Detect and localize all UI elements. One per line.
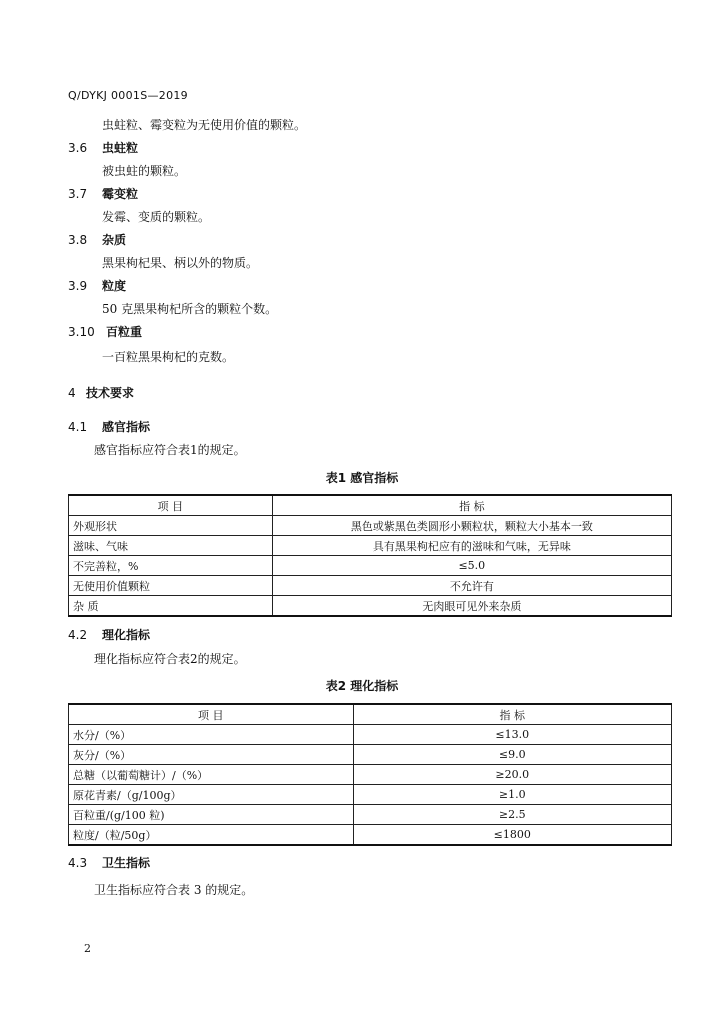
table-cell-item: 水分/（%）	[69, 725, 354, 745]
table-header-cell: 指 标	[353, 704, 671, 725]
section-title: 感官指标	[102, 420, 151, 434]
table-row	[69, 516, 672, 536]
table-2-caption: 表2 理化指标	[325, 679, 399, 693]
section-number: 4.2	[68, 628, 88, 642]
section-title: 卫生指标	[102, 856, 151, 870]
table-cell-value: ≤9.0	[353, 745, 671, 765]
table-cell-item: 百粒重/(g/100 粒)	[69, 805, 354, 825]
section-4-1-heading	[68, 418, 150, 435]
table-cell-value: ≥20.0	[353, 765, 671, 785]
table-cell-value: ≤5.0	[272, 556, 671, 576]
document-header-code: Q/DYKJ 0001S—2019	[68, 89, 188, 102]
section-3-6-body: 被虫蛀的颗粒。	[102, 164, 187, 178]
table-cell-item: 杂 质	[69, 596, 273, 617]
table-cell-value: ≤1800	[353, 825, 671, 846]
section-number: 4	[68, 386, 76, 400]
section-title: 杂质	[102, 233, 127, 247]
table-row	[69, 725, 672, 745]
section-4-2-body: 理化指标应符合表2的规定。	[94, 652, 246, 666]
table-header-cell: 项 目	[69, 704, 354, 725]
section-3-9-heading	[68, 277, 126, 294]
table-cell-value: 不允许有	[272, 576, 671, 596]
section-number: 4.3	[68, 856, 88, 870]
table-cell-item: 外观形状	[69, 516, 273, 536]
table-cell-value: 具有黑果枸杞应有的滋味和气味，无异味	[272, 536, 671, 556]
table-header-cell: 项 目	[69, 495, 273, 516]
section-title: 粒度	[102, 279, 127, 293]
section-3-8-body: 黑果枸杞果、柄以外的物质。	[102, 256, 259, 270]
sensory-indicators-table	[68, 494, 672, 617]
table-cell-item: 原花青素/（g/100g）	[69, 785, 354, 805]
section-number: 3.10	[68, 325, 95, 339]
section-4-1-body: 感官指标应符合表1的规定。	[94, 443, 246, 457]
table-cell-value: ≥1.0	[353, 785, 671, 805]
table-row	[69, 805, 672, 825]
table-cell-item: 总糖（以葡萄糖计）/（%）	[69, 765, 354, 785]
section-title: 霉变粒	[102, 187, 139, 201]
definition-continuation: 虫蛀粒、霉变粒为无使用价值的颗粒。	[102, 118, 307, 132]
section-3-6-heading	[68, 139, 138, 156]
table-row	[69, 576, 672, 596]
section-4-3-heading	[68, 854, 150, 871]
section-title: 技术要求	[86, 386, 135, 400]
table-cell-value: ≥2.5	[353, 805, 671, 825]
section-4-2-heading	[68, 626, 150, 643]
table-cell-item: 无使用价值颗粒	[69, 576, 273, 596]
section-3-10-heading	[68, 323, 142, 340]
table-cell-item: 粒度/（粒/50g）	[69, 825, 354, 846]
section-3-10-body: 一百粒黑果枸杞的克数。	[102, 350, 235, 364]
table-header-cell: 指 标	[272, 495, 671, 516]
section-3-9-body: 50 克黑果枸杞所含的颗粒个数。	[102, 302, 278, 316]
page-number: 2	[84, 942, 91, 955]
table-cell-value: ≤13.0	[353, 725, 671, 745]
section-number: 3.7	[68, 187, 88, 201]
table-cell-item: 不完善粒，%	[69, 556, 273, 576]
section-title: 百粒重	[106, 325, 143, 339]
table-row	[69, 765, 672, 785]
table-cell-value: 黑色或紫黑色类圆形小颗粒状，颗粒大小基本一致	[272, 516, 671, 536]
section-number: 3.8	[68, 233, 88, 247]
table-row	[69, 596, 672, 617]
section-4-heading	[68, 384, 134, 401]
section-title: 理化指标	[102, 628, 151, 642]
section-number: 4.1	[68, 420, 88, 434]
section-title: 虫蛀粒	[102, 141, 139, 155]
table-cell-item: 滋味、气味	[69, 536, 273, 556]
section-4-3-body: 卫生指标应符合表 3 的规定。	[94, 883, 254, 897]
table-row	[69, 556, 672, 576]
table-cell-item: 灰分/（%）	[69, 745, 354, 765]
table-row	[69, 825, 672, 846]
section-3-7-heading	[68, 185, 138, 202]
section-number: 3.6	[68, 141, 88, 155]
table-row	[69, 536, 672, 556]
table-1-caption: 表1 感官指标	[325, 471, 399, 485]
physicochemical-indicators-table	[68, 703, 672, 846]
section-number: 3.9	[68, 279, 88, 293]
table-row	[69, 745, 672, 765]
section-3-8-heading	[68, 231, 126, 248]
section-3-7-body: 发霉、变质的颗粒。	[102, 210, 211, 224]
table-cell-value: 无肉眼可见外来杂质	[272, 596, 671, 617]
table-row	[69, 785, 672, 805]
